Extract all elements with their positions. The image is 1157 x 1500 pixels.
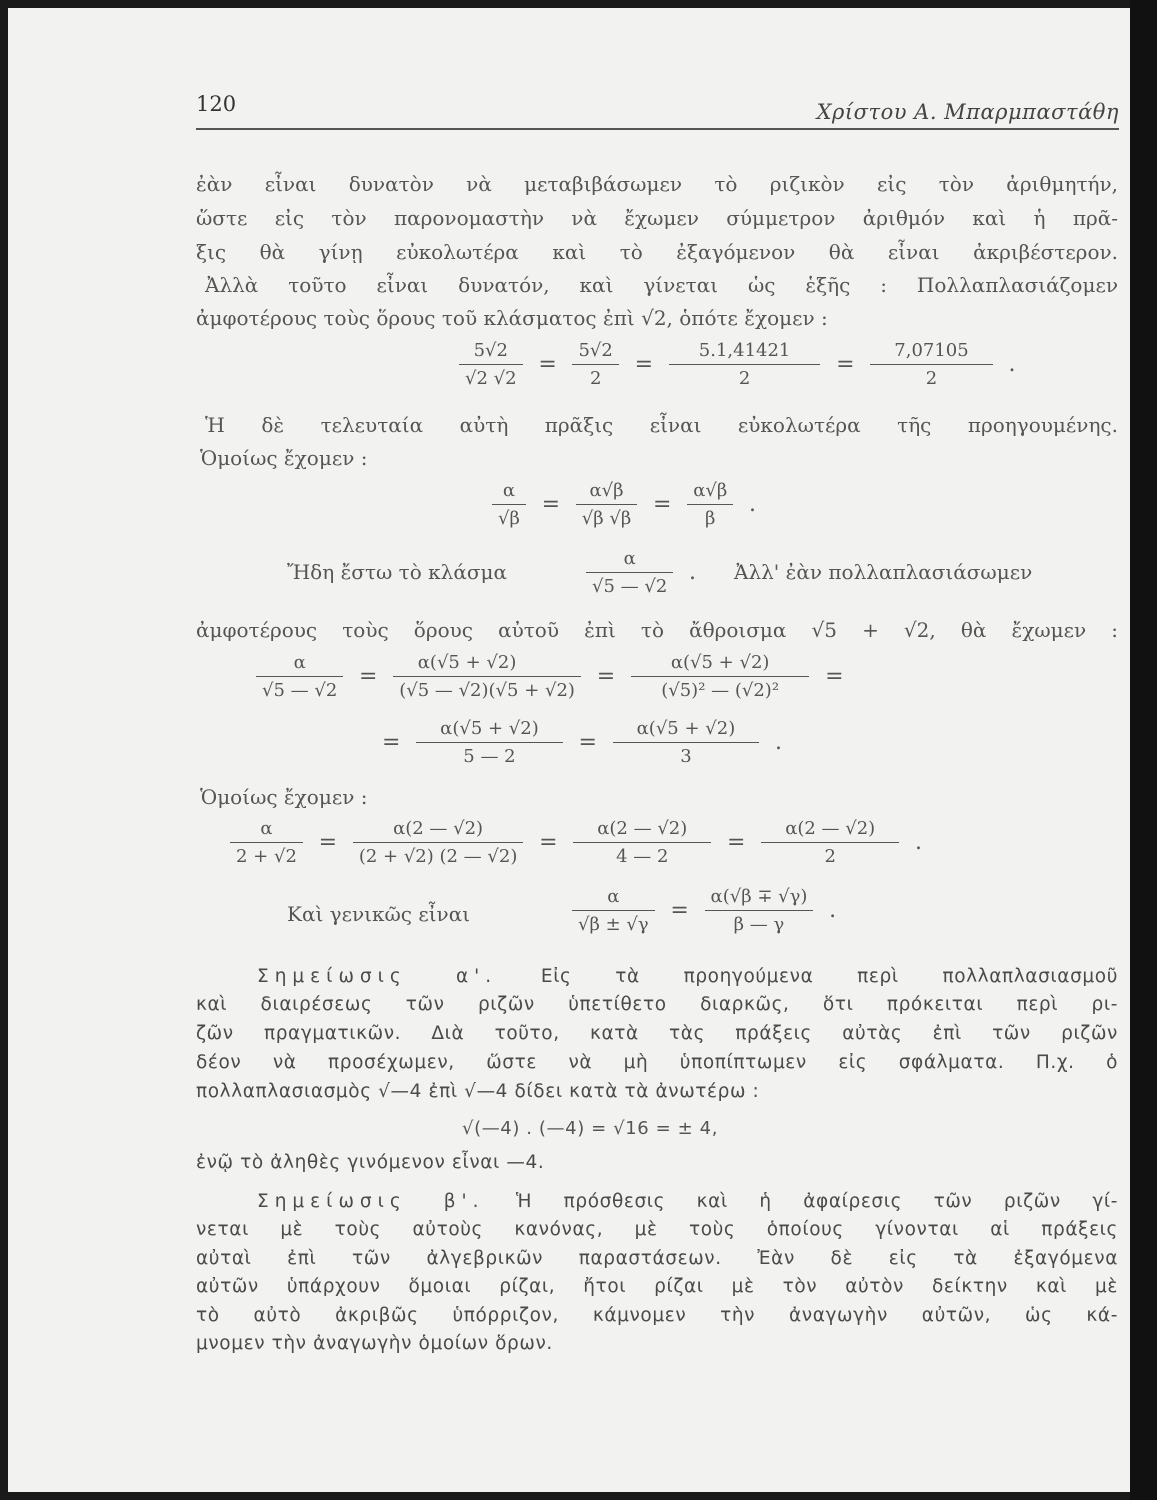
- equation-1: $\frac{5√2}{√2 √2}$ = $\frac{5√2}{2}$ = $\frac{5.1,41421}{2}$ = $\frac{7,07105}{2}$ .: [455, 340, 1021, 389]
- fraction: $\frac{\alpha}{2 + √2}$: [230, 818, 303, 867]
- note-label: Σημείωσις α'.: [257, 966, 498, 987]
- text-line: ἀμφοτέρους τοὺς ὅρους τοῦ κλάσματος ἐπὶ √2, ὁπότε ἔχομεν :: [196, 306, 828, 330]
- text-line: ξις θὰ γίνῃ εὐκολωτέρα καὶ τὸ ἐξαγόμενον θὰ εἶναι ἀκριβέστερον.: [196, 240, 1118, 264]
- note-line: τὸ αὐτὸ ἀκριβῶς ὑπόρριζον, κάμνομεν τὴν ἀναγωγὴν αὐτῶν, ὡς κά-: [196, 1305, 1118, 1326]
- page-number: 120: [196, 92, 237, 116]
- equation-6: $\frac{\alpha}{2 + √2}$ = $\frac{\alpha(2 — √2)}{(2 + √2) (2 — √2)}$ = $\frac{\alpha(2 — √2)}{4 — 2}$ = $\frac{\alpha(2 — √2)}{2}$ .: [226, 818, 928, 867]
- text-line: Ἀλλὰ τοῦτο εἶναι δυνατόν, καὶ γίνεται ὡς ἑξῆς : Πολλαπλασιάζομεν: [205, 273, 1118, 297]
- equation-7: $\frac{\alpha}{√\beta \pm √\gamma}$ = $\frac{\alpha(√\beta \mp √\gamma)}{\beta — \gamma}$ .: [568, 886, 842, 935]
- text-line: Ἤδη ἔστω τὸ κλάσμα: [287, 560, 507, 584]
- fraction: $\frac{7,07105}{2}$: [870, 340, 992, 389]
- equation-4: $\frac{\alpha}{√5 — √2}$ = $\frac{\alpha(√5 + √2)}{(√5 — √2)(√5 + √2)}$ = $\frac{\alpha(√5 + √2)}{\text{(√5)² — (√2)²}}$ =: [252, 652, 850, 701]
- text-line: Ἡ δὲ τελευταία αὐτὴ πρᾶξις εἶναι εὐκολωτέρα τῆς προηγουμένης.: [205, 413, 1118, 437]
- fraction: $\frac{\alpha(√\beta \mp √\gamma)}{\beta — \gamma}$: [705, 886, 814, 935]
- note-line: νεται μὲ τοὺς αὐτοὺς κανόνας, μὲ τοὺς ὁποίους γίνονται αἱ πράξεις: [196, 1219, 1118, 1240]
- equation-8: √(—4) . (—4) = √16 = ± 4,: [462, 1118, 719, 1139]
- text-line: Ἀλλ' ἐὰν πολλαπλασιάσωμεν: [734, 560, 1033, 584]
- note-line: Σημείωσις α'. Εἰς τὰ προηγούμενα περὶ πολλαπλασιασμοῦ: [257, 966, 1118, 987]
- fraction: $\frac{\alpha(2 — √2)}{(2 + √2) (2 — √2)}$: [353, 818, 524, 867]
- fraction: $\frac{5√2}{2}$: [572, 340, 618, 389]
- fraction: $\frac{\alpha(√5 + √2)}{(√5 — √2)(√5 + √2)}$: [393, 652, 581, 701]
- note-line: ἐνῷ τὸ ἀληθὲς γινόμενον εἶναι —4.: [196, 1152, 545, 1173]
- note-line: αὐταὶ ἐπὶ τῶν ἀλγεβρικῶν παραστάσεων. Ἐὰν δὲ εἰς τὰ ἐξαγόμενα: [196, 1248, 1118, 1269]
- fraction: $\frac{5√2}{√2 √2}$: [459, 340, 523, 389]
- fraction: $\frac{5.1,41421}{2}$: [669, 340, 821, 389]
- header-rule: [196, 128, 1119, 130]
- note-line: καὶ διαιρέσεως τῶν ριζῶν ὑπετίθετο διαρκῶς, ὅτι πρόκειται περὶ ρι-: [196, 994, 1118, 1015]
- fraction: $\frac{\alpha√\beta}{√\beta √\beta}$: [576, 480, 637, 529]
- fraction: $\frac{\alpha(2 — √2)}{4 — 2}$: [573, 818, 711, 867]
- fraction: $\frac{\alpha(√5 + √2)}{3}$: [613, 718, 760, 767]
- fraction: $\frac{\alpha}{√5 — √2}$: [256, 652, 343, 701]
- equation-5: = $\frac{\alpha(√5 + √2)}{5 — 2}$ = $\frac{\alpha(√5 + √2)}{3}$ .: [382, 718, 782, 767]
- text-line: Ὁμοίως ἔχομεν :: [200, 785, 368, 809]
- note-line: δέον νὰ προσέχωμεν, ὥστε νὰ μὴ ὑποπίπτωμεν εἰς σφάλματα. Π.χ. ὁ: [196, 1052, 1118, 1073]
- fraction: $\frac{\alpha}{√\beta}$: [492, 480, 526, 529]
- text-line: Ὁμοίως ἔχομεν :: [200, 446, 368, 470]
- fraction: $\frac{\alpha√\beta}{\beta}$: [687, 480, 733, 529]
- note-line: Σημείωσις β'. Ἡ πρόσθεσις καὶ ἡ ἀφαίρεσις τῶν ριζῶν γί-: [257, 1191, 1119, 1212]
- fraction: $\frac{\alpha}{√5 — √2}$: [586, 548, 673, 597]
- note-line: ζῶν πραγματικῶν. Διὰ τοῦτο, κατὰ τὰς πράξεις αὐτὰς ἐπὶ τῶν ριζῶν: [196, 1023, 1118, 1044]
- fraction: $\frac{\alpha}{√\beta \pm √\gamma}$: [572, 886, 655, 935]
- fraction: $\frac{\alpha(√5 + √2)}{\text{(√5)² — (√2)²}}$: [631, 652, 810, 701]
- text-line: Καὶ γενικῶς εἶναι: [287, 902, 471, 926]
- running-head: Χρίστου Α. Μπαρμπαστάθη: [816, 100, 1119, 124]
- fraction: $\frac{\alpha(2 — √2)}{2}$: [761, 818, 899, 867]
- equation-2: $\frac{\alpha}{√\beta}$ = $\frac{\alpha√\beta}{√\beta √\beta}$ = $\frac{\alpha√\beta}{\beta}$ .: [488, 480, 762, 529]
- equation-3: $\frac{\alpha}{√5 — √2}$ .: [582, 548, 702, 597]
- fraction: $\frac{\alpha(√5 + √2)}{5 — 2}$: [416, 718, 563, 767]
- text-line: ἐὰν εἶναι δυνατὸν νὰ μεταβιβάσωμεν τὸ ριζικὸν εἰς τὸν ἀριθμητήν,: [196, 172, 1118, 196]
- note-line: μνομεν τὴν ἀναγωγὴν ὁμοίων ὅρων.: [196, 1333, 553, 1354]
- scan-dark-edge: [1130, 0, 1157, 1500]
- note-line: αὐτῶν ὑπάρχουν ὅμοιαι ρίζαι, ἤτοι ρίζαι μὲ τὸν αὐτὸν δείκτην καὶ μὲ: [196, 1276, 1118, 1297]
- note-line: πολλαπλασιασμὸς √—4 ἐπὶ √—4 δίδει κατὰ τὰ ἀνωτέρω :: [196, 1081, 760, 1102]
- text-line: ἀμφοτέρους τοὺς ὅρους αὐτοῦ ἐπὶ τὸ ἄθροισμα √5 + √2, θὰ ἔχωμεν :: [196, 618, 1118, 642]
- text-line: ὥστε εἰς τὸν παρονομαστὴν νὰ ἔχωμεν σύμμετρον ἀριθμόν καὶ ἡ πρᾶ-: [196, 206, 1118, 230]
- note-label: Σημείωσις β'.: [257, 1191, 485, 1212]
